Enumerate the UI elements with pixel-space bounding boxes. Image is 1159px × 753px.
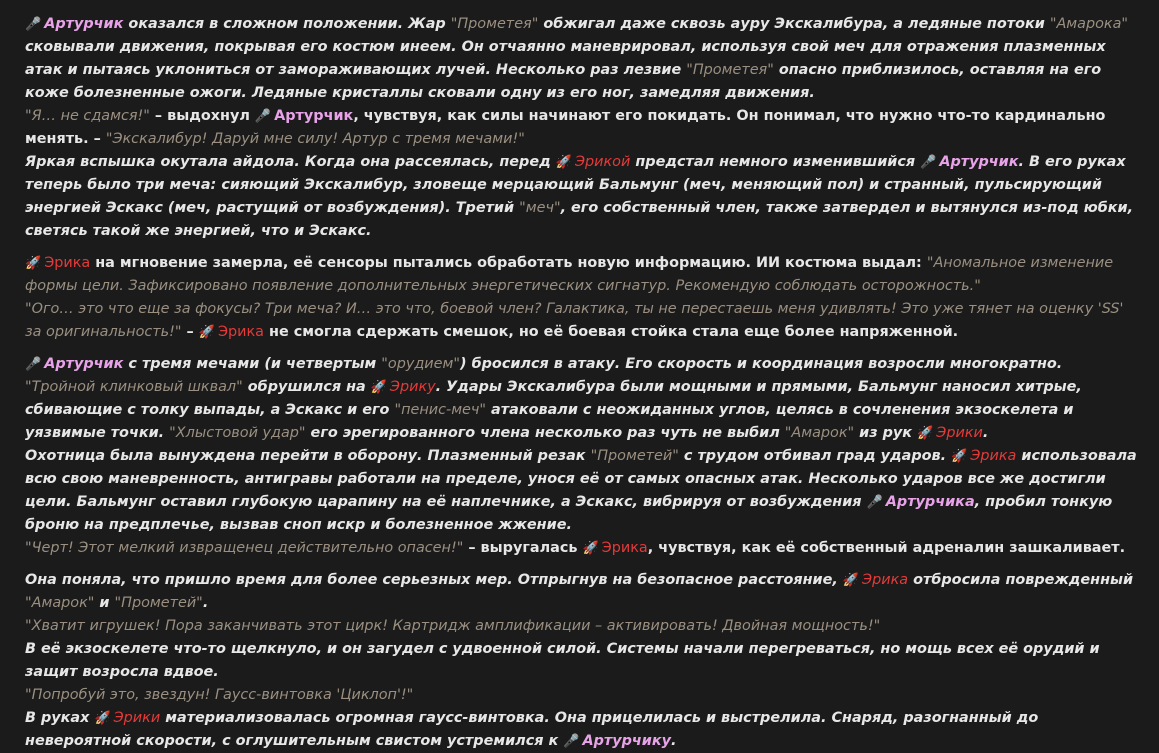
rocket-icon: 🚀	[198, 325, 215, 340]
character-name: Эрикой	[574, 154, 631, 170]
narration-text: В её экзоскелете что-то щелкнуло, и он загудел с удвоенной силой. Системы начали перегреваться, но мощь всех её орудий и защит возросла вдвое.	[25, 641, 1100, 680]
story-paragraph	[25, 298, 1137, 344]
narration-text: .	[671, 733, 677, 749]
story-paragraph	[25, 445, 1137, 537]
narration-text: и	[94, 595, 115, 611]
narration-text: из рук	[854, 425, 918, 441]
character-name: Эрика	[862, 572, 909, 588]
character-name: Эрику	[389, 379, 436, 395]
narration-text: Она поняла, что пришло время для более серьезных мер. Отпрыгнув на безопасное расстояние,	[25, 572, 843, 588]
narration-text: предстал немного изменившийся	[630, 154, 921, 170]
character-name: Артурчика	[885, 494, 975, 510]
rocket-icon: 🚀	[555, 155, 572, 170]
quote-text: "Амарок"	[784, 425, 855, 441]
narration-text: с трудом отбивал град ударов.	[678, 448, 952, 464]
narration-text: Охотница была вынуждена перейти в оборону. Плазменный резак	[25, 448, 591, 464]
story-paragraph	[25, 151, 1137, 243]
quote-text: "меч"	[519, 200, 561, 216]
rocket-icon: 🚀	[842, 573, 860, 588]
microphone-icon: 🎤	[25, 17, 42, 32]
quote-text: "Экскалибур! Даруй мне силу! Артур с тремя мечами!"	[105, 131, 525, 147]
narration-text: –	[181, 324, 199, 340]
narration-text: – выругалась	[463, 540, 583, 556]
narration-text: сковывали движения, покрывая его костюм инеем. Он отчаянно маневрировал, используя свой меч для отражения плазменных атак и пытаясь уклониться от замораживающих лучей. Несколько раз лезвие	[25, 39, 1106, 78]
quote-text: "Черт! Этот мелкий извращенец действительно опасен!"	[25, 540, 464, 556]
narration-text: отбросила поврежденный	[908, 572, 1134, 588]
story-paragraph	[25, 537, 1137, 560]
character-name: Артурчику	[582, 733, 672, 749]
narration-text: .	[982, 425, 989, 441]
quote-text: "Хватит игрушек! Пора заканчивать этот цирк! Картридж амплификации – активировать! Двойная мощность!"	[25, 618, 881, 634]
microphone-icon: 🎤	[254, 109, 272, 124]
story-paragraph	[25, 569, 1137, 615]
story-paragraph	[25, 252, 1137, 298]
character-name: Эрика	[44, 255, 91, 271]
narration-text: .	[202, 595, 209, 611]
narration-text: с тремя мечами (и четвертым	[123, 356, 382, 372]
narration-text: на мгновение замерла, её сенсоры пытались обработать новую информацию. ИИ костюма выдал:	[90, 255, 927, 271]
narration-text: обжигал даже сквозь ауру Экскалибура, а ледяные потоки	[538, 16, 1050, 32]
story-paragraph	[25, 684, 1137, 707]
rocket-icon: 🚀	[370, 380, 387, 395]
character-name: Эрика	[601, 540, 648, 556]
quote-text: "орудием"	[381, 356, 460, 372]
rocket-icon: 🚀	[94, 711, 111, 726]
rocket-icon: 🚀	[582, 541, 599, 556]
narration-text: . В его руках теперь было три меча: сияющий Экскалибур, зловеще мерцающий Бальмунг (меч, меняющий пол) и странный, пульсирующий энергией Эскакс (меч, растущий от возбуждения). Третий	[25, 154, 1126, 216]
quote-text: "Попробуй это, звездун! Гаусс-винтовка 'Циклоп'!"	[25, 687, 414, 703]
narration-text: опасно приблизилось, оставляя на его коже болезненные ожоги. Ледяные кристаллы сковали одну из его ног, замедляя движения.	[25, 62, 1102, 101]
quote-text: "Аномальное изменение формы цели. Зафиксировано появление дополнительных энергетических сигнатур. Рекомендую соблюдать осторожность."	[25, 255, 1114, 294]
narration-text: , пробил тонкую броню на предплечье, вызвав сноп искр и болезненное жжение.	[25, 494, 1113, 533]
narration-text: . Удары Экскалибура были мощными и прямыми, Бальмунг наносил хитрые, сбивающие с толку выпады, а Эскакс и его	[25, 379, 1082, 418]
microphone-icon: 🎤	[920, 155, 937, 170]
story-paragraph	[25, 638, 1137, 684]
microphone-icon: 🎤	[563, 734, 580, 749]
narration-text: В руках	[25, 710, 95, 726]
quote-text: "Амарока"	[1049, 16, 1129, 32]
rocket-icon: 🚀	[25, 256, 42, 271]
character-name: Эрика	[217, 324, 264, 340]
character-name: Эрика	[970, 448, 1017, 464]
quote-text: "Прометея"	[450, 16, 539, 32]
character-name: Артурчик	[44, 356, 124, 372]
narration-text: , его собственный член, также затвердел и вытянулся из-под юбки, светясь такой же энергией, что и Эскакс.	[25, 200, 1134, 239]
character-name: Эрики	[113, 710, 161, 726]
microphone-icon: 🎤	[866, 495, 883, 510]
character-name: Артурчик	[274, 108, 354, 124]
story-paragraph	[25, 707, 1137, 753]
quote-text: "Прометей"	[590, 448, 679, 464]
character-name: Артурчик	[939, 154, 1019, 170]
quote-text: "Прометей"	[114, 595, 203, 611]
narration-text: оказался в сложном положении. Жар	[123, 16, 451, 32]
narration-text: материализовалась огромная гаусс-винтовка. Она прицелилась и выстрелила. Снаряд, разогнанный до невероятной скорости, с оглушительным свистом устремился к	[25, 710, 1039, 749]
quote-text: "Хлыстовой удар"	[169, 425, 306, 441]
narration-text: его эрегированного члена несколько раз чуть не выбил	[305, 425, 785, 441]
narration-text: атаковали с неожиданных углов, целясь в сочленения экзоскелета и уязвимые точки.	[25, 402, 1074, 441]
narration-text: ) бросился в атаку. Его скорость и координация возросли многократно.	[460, 356, 1063, 372]
narration-text: , чувствуя, как её собственный адреналин зашкаливает.	[647, 540, 1126, 556]
quote-text: "Прометея"	[686, 62, 774, 78]
character-name: Артурчик	[44, 16, 124, 32]
story-text	[25, 13, 1137, 753]
story-paragraph	[25, 353, 1137, 445]
story-paragraph	[25, 105, 1137, 151]
story-paragraph	[25, 615, 1137, 638]
rocket-icon: 🚀	[951, 449, 968, 464]
rocket-icon: 🚀	[917, 426, 934, 441]
narration-text: обрушился на	[242, 379, 371, 395]
quote-text: "Ого… это что еще за фокусы? Три меча? И… это что, боевой член? Галактика, ты не перестаешь меня удивлять! Это уже тянет на оценку 'SS' за оригинальность!"	[25, 301, 1124, 340]
character-name: Эрики	[936, 425, 983, 441]
narration-text: – выдохнул	[149, 108, 255, 124]
narration-text: , чувствуя, как силы начинают его покидать. Он понимал, что нужно что-то кардинально менять. –	[25, 108, 1106, 147]
microphone-icon: 🎤	[25, 357, 42, 372]
story-paragraph	[25, 13, 1137, 105]
narration-text: Яркая вспышка окутала айдола. Когда она рассеялась, перед	[25, 154, 556, 170]
quote-text: "Амарок"	[25, 595, 95, 611]
quote-text: "пенис-меч"	[394, 402, 487, 418]
narration-text: не смогла сдержать смешок, но её боевая стойка стала еще более напряженной.	[264, 324, 959, 340]
quote-text: "Я… не сдамся!"	[25, 108, 150, 124]
quote-text: "Тройной клинковый шквал"	[25, 379, 243, 395]
narration-text: использовала всю свою маневренность, антигравы работали на пределе, унося её от самых опасных атак. Несколько ударов все же достигли цели. Бальмунг оставил глубокую царапину на её наплечнике, а Эскакс, вибрируя от возбуждения	[25, 448, 1137, 510]
